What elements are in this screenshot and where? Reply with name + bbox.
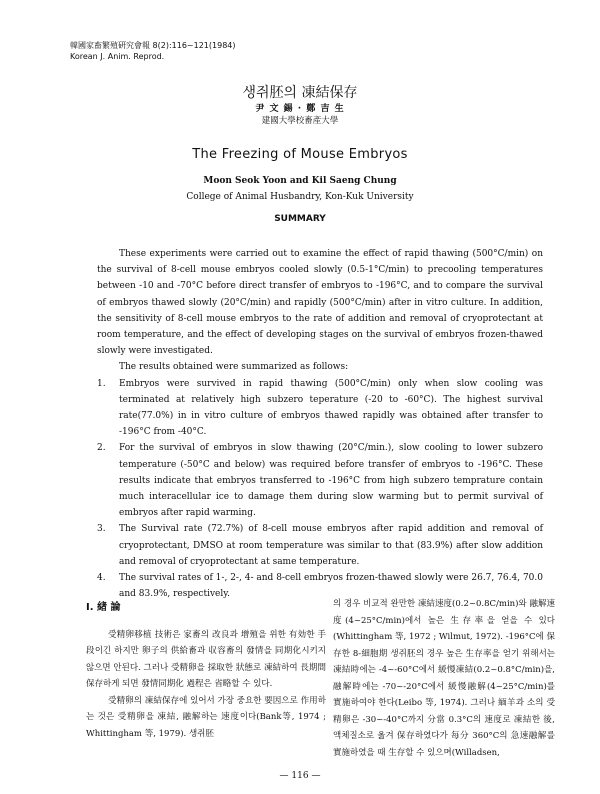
results-intro: The results obtained were summarized as follows: (119, 362, 349, 373)
summary-heading: SUMMARY (274, 214, 326, 224)
english-affiliation: College of Animal Husbandry, Kon-Kuk University (186, 192, 414, 202)
result-text: For the survival of embryos in slow thawing (20°C/min.), slow cooling to lower subzero temperature (-50°C and below) was required before transfer of embryos to -196°C. These results indicate that embryos transferred to -196°C from high subzero temprature contain much interacellular ice to damage them during slow warming but to permit survival of embryos after rapid warming. (119, 443, 543, 519)
result-number: 3. (97, 524, 106, 535)
result-number: 1. (97, 378, 106, 389)
result-item (97, 440, 543, 521)
right-column-paragraph: 의 경우 비교적 완만한 凍結速度(0.2~0.8C/min)와 融解速度(4~25°C/min)에서 높은 生存率을 얻을 수 있다(Whittingham 等, 1972 ; Wilmut, 1972). -196°C에 保存한 8-細胞期 생쥐胚의 경우 높은 生存率을 얻기 위해서는 凍結時에는 -4~-60°C에서 緩慢凍結(0.2~0.8°C/min)을, 融解時에는 -70~-20°C에서 緩慢融解(4~25°C/min)를 實施하여야 한다(Leibo 等, 1974). 그러나 緬羊과 소의 受精卵은 -30~-40°C까지 分當 0.3°C의 速度로 凍結한 後, 액체질소로 옮겨 保存하였다가 每分 360°C의 急速融解를 實施하였을 때 生存할 수 있으며(Willadsen, (333, 599, 555, 758)
english-title: The Freezing of Mouse Embryos (192, 147, 408, 162)
left-column (86, 596, 326, 742)
result-number: 4. (97, 573, 106, 584)
result-text: Embryos were survived in rapid thawing (500°C/min) only when slow cooling was terminated at relatively high subzero teperature (-20 to -60°C). The highest survival rate(77.0%) in in vitro culture of embryos thawed rapidly was obtained after transfer to -196°C from -40°C. (119, 378, 543, 438)
right-column (333, 596, 555, 761)
result-text: The Survival rate (72.7%) of 8-cell mouse embryos after rapid addition and removal of cryoprotectant, DMSO at room temperature was similar to that (83.9%) after slow addition and removal of cryoprotectant at same temperature. (119, 524, 543, 567)
result-text: The survival rates of 1-, 2-, 4- and 8-cell embryos frozen-thawed slowly were 26.7, 76.4, 70.0 and 83.9%, respectively. (119, 573, 543, 600)
section-heading: Ⅰ. 緖 論 (86, 602, 121, 613)
korean-affiliation: 建國大學校畜產大學 (261, 116, 339, 126)
result-number: 2. (97, 443, 106, 454)
korean-authors: 尹 文 錫 · 鄭 吉 生 (255, 104, 345, 114)
intro-paragraph: 受精卵移植 技術은 家畜의 改良과 增殖을 위한 有効한 手段이긴 하지만 卵子의 供給畜과 収容畜의 發情을 同期化시키지 않으면 안된다. 그러나 受精卵을 採取한 狀態로 凍結하여 長期間 保存하게 되면 發情同期化 過程은 省略할 수 있다. (86, 629, 326, 689)
intro-paragraph: 受精卵의 凍結保存에 있어서 가장 중요한 要因으로 作用하는 것은 受精卵을 凍結, 融解하는 速度이다(Bank等, 1974 ; Whittingham 等, 1979). 생쥐胚 (86, 695, 326, 739)
page-number: — 116 — (279, 771, 321, 781)
abstract (97, 246, 543, 602)
journal-english-name: Korean J. Anim. Reprod. (70, 52, 165, 61)
result-item (97, 521, 543, 570)
english-authors: Moon Seok Yoon and Kil Saeng Chung (203, 176, 397, 186)
journal-citation: 韓國家畜繁殖硏究會報 8(2):116~121(1984) (70, 41, 236, 50)
korean-title: 생쥐胚의 凍結保存 (242, 85, 358, 101)
result-item (97, 376, 543, 441)
journal-header (70, 40, 236, 62)
summary-intro: These experiments were carried out to examine the effect of rapid thawing (500°C/min) on the survival of 8-cell mouse embryos cooled slowly (0.5-1°C/min) to precooling temperatures between -10 and -70°C before direct transfer of embryos to -196°C, and to compare the survival of embryos thawed slowly (20°C/min) and rapidly (500°C/min) after in vitro culture. In addition, the sensitivity of 8-cell mouse embryos to the rate of addition and removal of cryoprotectant at room temperature, and the effect of developing stages on the survival of embryos frozen-thawed slowly were investigated. (97, 249, 543, 357)
